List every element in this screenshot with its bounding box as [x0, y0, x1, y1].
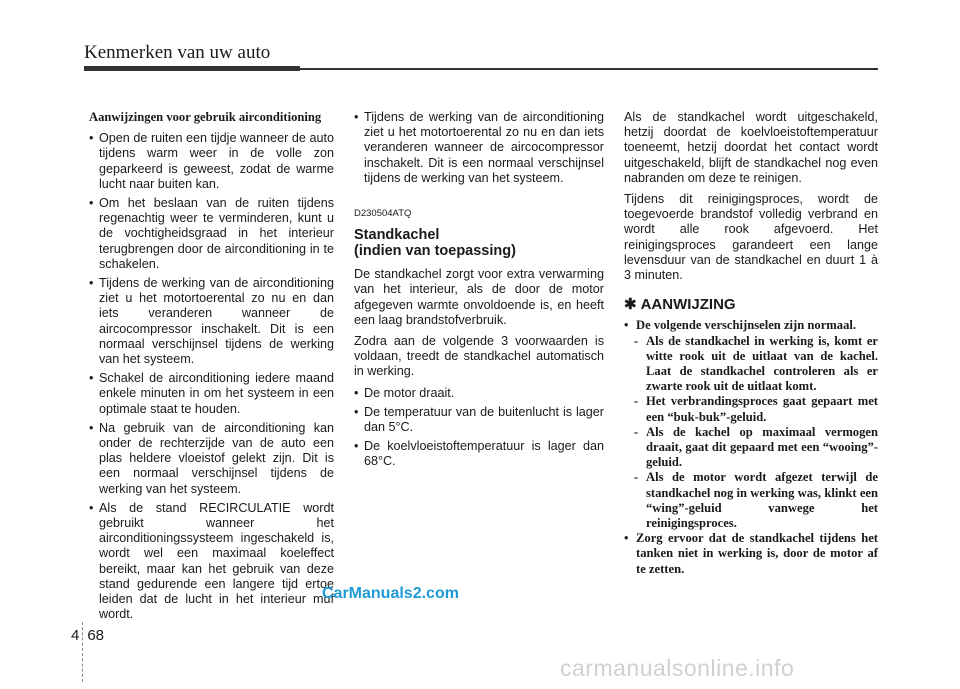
section-code: D230504ATQ [354, 208, 412, 220]
note-dash-item: - Als de motor wordt afgezet terwijl de standkachel nog in werking was, klinkt een “wing”-geluid vanwege het reinigingsproces. [624, 470, 878, 531]
header-title: Kenmerken van uw auto [84, 42, 271, 63]
column-2 [354, 110, 604, 474]
note-body [624, 318, 878, 576]
note-dash-item: - Als de kachel op maximaal vermogen draait, gaat dit gepaard met een “wooing”-geluid. [624, 425, 878, 471]
conditions-list [354, 386, 604, 470]
paragraph: Zodra aan de volgende 3 voorwaarden is voldaan, treedt de standkachel automatisch in werking. [354, 334, 604, 379]
note-dash-item: - Het verbrandingsproces gaat gepaart met een “buk-buk”-geluid. [624, 394, 878, 424]
list-item: • De motor draait. [354, 386, 604, 401]
list-item: • Na gebruik van de airconditioning kan onder de rechterzijde van de auto een plas heldere vloeistof gelekt zijn. Dit is een normaal verschijnsel tijdens de werking van het systeem. [89, 421, 334, 497]
list-item: • Schakel de airconditioning iedere maand enkele minuten in om het systeem in een optimale staat te houden. [89, 371, 334, 417]
list-item: • Als de stand RECIRCULATIE wordt gebruikt wanneer het airconditioningssysteem ingeschakeld is, wordt wel een maximaal koeleffect bereikt, maar kan het gebruik van deze stand gedurende een langere tijd ertoe leiden dat de lucht in het interieur muf wordt. [89, 501, 334, 623]
list-item: • Open de ruiten een tijdje wanneer de auto tijdens warm weer in de volle zon geparkeerd is geweest, zodat de warme lucht naar buiten kan. [89, 131, 334, 192]
chapter-number: 4 [71, 627, 80, 644]
aircon-tips-list-cont [354, 110, 604, 186]
list-item: • Om het beslaan van de ruiten tijdens regenachtig weer te verminderen, kunt u de vochtigheidsgraad in het interieur terugbrengen door de airconditioning in te schakelen. [89, 196, 334, 272]
list-item: • De koelvloeistoftemperatuur is lager dan 68°C. [354, 439, 604, 469]
watermark-footer: carmanualsonline.info [560, 655, 795, 681]
aircon-tips-list [89, 131, 334, 622]
list-item: • Tijdens de werking van de airconditioning ziet u het motortoerental zo nu en dan iets veranderen wanneer de aircocompressor inschakelt. Dit is een normaal verschijnsel tijdens de werking van het systeem. [89, 276, 334, 367]
note-title: AANWIJZING [640, 296, 736, 314]
page-number-value: 68 [87, 627, 105, 644]
note-star-icon: ✱ [624, 296, 637, 314]
paragraph: Als de standkachel wordt uitgeschakeld, hetzij doordat de koelvloeistoftemperatuur toeneemt, hetzij doordat het contact wordt uitgeschakeld, blijft de standkachel nog even nabranden om deze te reinigen. [624, 110, 878, 185]
list-item: • Tijdens de werking van de airconditioning ziet u het motortoerental zo nu en dan iets veranderen wanneer de aircocompressor inschakelt. Dit is een normaal verschijnsel tijdens de werking van het systeem. [354, 110, 604, 186]
note-bullet: • Zorg ervoor dat de standkachel tijdens het tanken niet in werking is, door de motor af te zetten. [624, 531, 878, 577]
paragraph: Tijdens dit reinigingsproces, wordt de toegevoerde brandstof volledig verbrand en wordt alle rook afgevoerd. Het reinigingsproces garandeert een lange levensduur van de standkachel en duurt 1 à 3 minuten. [624, 192, 878, 283]
section-title-line-1: Standkachel [354, 227, 440, 244]
column-3 [624, 110, 878, 577]
header-rule-thick [84, 66, 300, 71]
page-number [71, 627, 112, 644]
note-dash-item: - Als de standkachel in werking is, komt er witte rook uit de uitlaat van de kachel. Laat de standkachel controleren als er zwarte rook uit de uitlaat komt. [624, 334, 878, 395]
watermark-link[interactable]: CarManuals2.com [322, 585, 459, 602]
header-rule-thin [300, 68, 878, 70]
aircon-tips-heading: Aanwijzingen voor gebruik airconditioning [89, 110, 322, 124]
note-bullet: • De volgende verschijnselen zijn normaal. [624, 318, 878, 333]
section-title-line-2: (indien van toepassing) [354, 243, 516, 260]
section-title [354, 227, 604, 259]
column-1 [89, 110, 334, 627]
paragraph: De standkachel zorgt voor extra verwarming van het interieur, als de door de motor afgegeven warmte onvoldoende is, en heeft een laag brandstofverbruik. [354, 267, 604, 327]
note-heading [624, 297, 878, 312]
list-item: • De temperatuur van de buitenlucht is lager dan 5°C. [354, 405, 604, 435]
